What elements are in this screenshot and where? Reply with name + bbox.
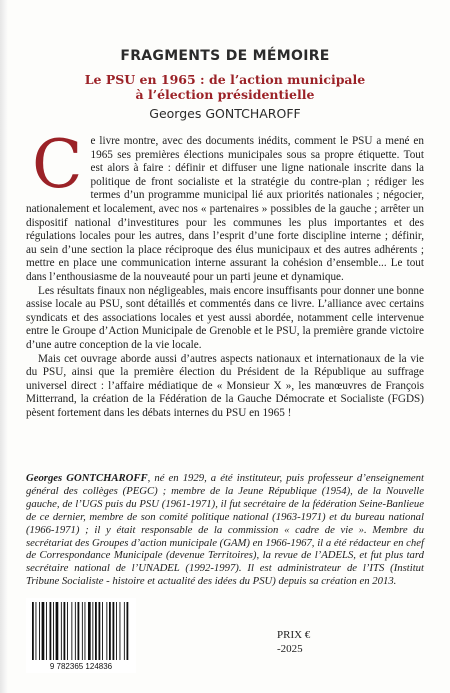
barcode-digits: 9 782365 124836 [49, 662, 113, 671]
price-block [277, 628, 310, 656]
isbn-barcode [26, 598, 136, 673]
blurb-paragraph-3: Mais cet ouvrage aborde aussi d’autres aspects nationaux et internationaux de la vie du PSU, ainsi que la première élection du Président de la République au suffrage universel direct : l’affaire médiatique de « Monsieur X », les manœuvres de François Mitterrand, la création de la Fédération de la Gauche Démocrate et Socialiste (FGDS) pèsent fortement dans les débats internes du PSU en 1965 ! [26, 352, 424, 419]
author-biography [26, 472, 424, 588]
book-subtitle [30, 72, 420, 102]
author-name: Georges GONTCHAROFF [149, 106, 301, 121]
spine-edge [0, 0, 8, 693]
barcode-graphic [26, 598, 136, 673]
bio-text: , né en 1929, a été instituteur, puis professeur d’enseignement général des collèges (PEGC) ; membre de la Jeune République (1954), de la Nouvelle gauche, de l’UGS puis du PSU (1961-1971), il fut secrétaire de la fédération Seine-Banlieue de ce dernier, membre de son comité politique national (1963-1971) et du bureau national (1966-1971) ; il y était responsable de la commission « cadre de vie ». Membre du secrétariat des Groupes d’action municipale (GAM) en 1966-1967, il a été rédacteur en chef de Correspondance Municipale (devenue Territoires), la revue de l’ADELS, et fut plus tard secrétaire national de l’UNADEL (1992-1997). Il est administrateur de l’ITS (Institut Tribune Socialiste - histoire et actualité des idées du PSU) depuis sa création en 2013. [26, 472, 424, 588]
blurb-paragraph-1 [26, 126, 424, 285]
book-title: FRAGMENTS DE MÉMOIRE [120, 48, 330, 64]
drop-cap: C [32, 126, 83, 203]
price-label: PRIX € [277, 629, 311, 641]
bio-author-name: Georges GONTCHAROFF [26, 472, 148, 484]
subtitle-line-1: Le PSU en 1965 : de l’action municipale [84, 72, 366, 87]
blurb-paragraph-1-text: e livre montre, avec des documents inédits, comment le PSU a mené en 1965 ses premières élections municipales sous sa propre étiquette. Tout est alors à faire : définir et diffuser une ligne nationale inscrite dans la politique de front socialiste et la stratégie du contre-plan ; rédiger les termes d’un programme municipal lié aux priorités nationales ; négocier, nationalement et localement, avec nos « partenaires » possibles de la gauche ; arrêter un dispositif national d’investitures pour les communes les plus importantes et des régulations locales pour les autres, dans l’esprit d’une forte discipline interne ; définir, au sein d’une section la place réciproque des élus municipaux et des autres adhérents ; mettre en place une communication interne assurant la cohésion d’ensemble... Le tout dans l’enthousiasme de la nouveauté pour un parti jeune et dynamique. [26, 135, 424, 283]
blurb-paragraph-2: Les résultats finaux non négligeables, mais encore insuffisants pour donner une bonne assise locale au PSU, sont détaillés et commentés dans ce livre. L’alliance avec certains syndicats et des associations locales et yest aussi abordée, notamment celle intervenue entre le Groupe d’Action Municipale de Grenoble et le PSU, la première grande victoire d’une autre conception de la vie locale. [26, 284, 424, 351]
blurb-text [26, 126, 424, 420]
subtitle-line-2: à l’élection présidentielle [135, 87, 315, 102]
price-code: -2025 [277, 643, 303, 655]
